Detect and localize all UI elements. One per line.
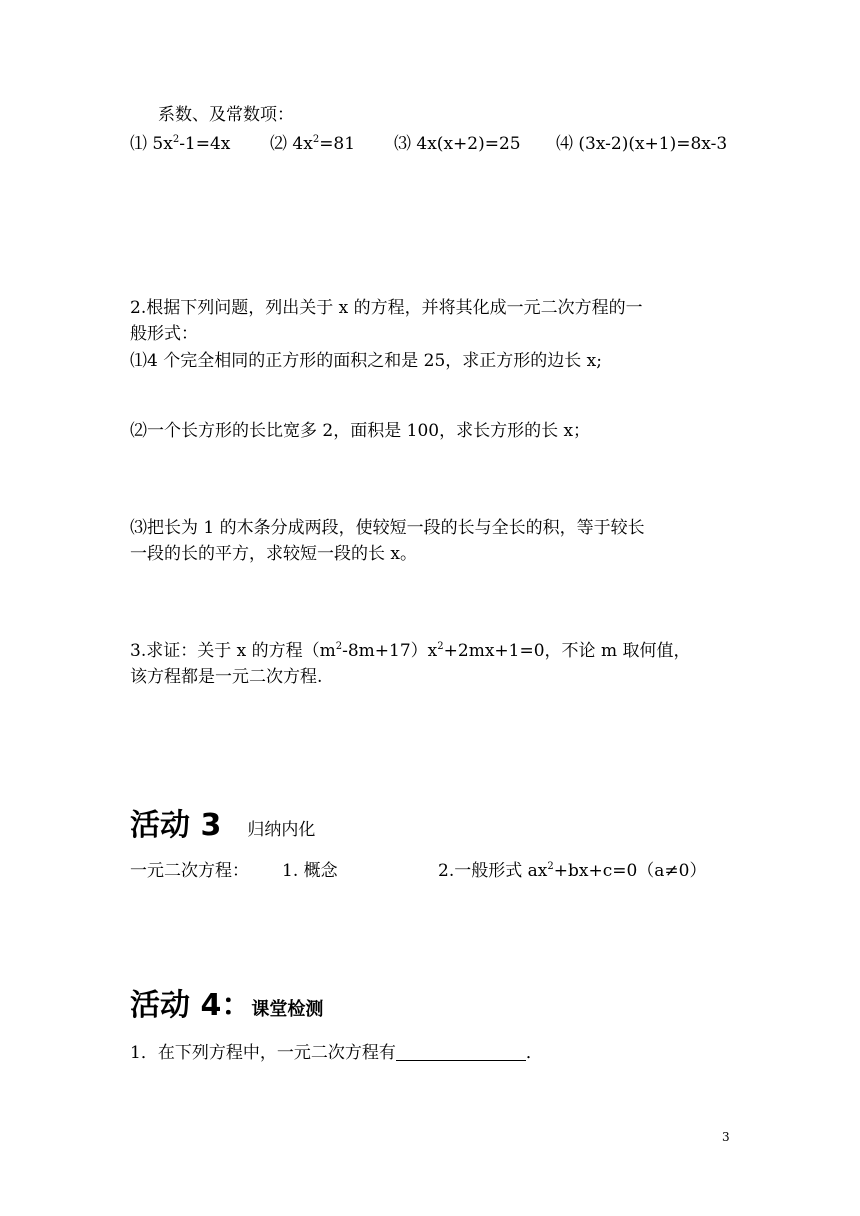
activity4-subtitle: 课堂检测: [251, 999, 324, 1020]
equation-1: ⑴ $5x^2-1=4x$: [130, 134, 231, 154]
answer-blank[interactable]: [396, 1042, 526, 1061]
activity4-heading: [130, 988, 323, 1028]
equation-4: ⑷ (3x-2)(x+1)=8x-3: [556, 134, 728, 154]
q2-item-3-line1: ⑶把长为 1 的木条分成两段，使较短一段的长与全长的积，等于较长: [130, 518, 645, 538]
activity3-concept-line: [130, 860, 750, 882]
q2-stem-line2: 般形式：: [130, 324, 198, 344]
q3-line1: 3.求证：关于 x 的方程$(m^2-8m+17)x^2+2mx+1=0$，不论 m 取何值，: [130, 641, 691, 661]
general-form: 2.一般形式 $ax^2+bx+c=0(a\ne 0)$: [438, 861, 707, 881]
q2-item-3-line2: 一段的长的平方，求较短一段的长 x。: [130, 544, 417, 564]
activity3-title: 活动 3: [130, 808, 222, 843]
q1-intro: 系数、及常数项：: [158, 105, 294, 125]
activity4-q1: 1．在下列方程中，一元二次方程有 ．: [130, 1043, 543, 1063]
page-number: 3: [722, 1130, 730, 1144]
q2-stem-line1: 2.根据下列问题，列出关于 x 的方程，并将其化成一元二次方程的一: [130, 298, 643, 318]
q2-item-1: ⑴4 个完全相同的正方形的面积之和是 25，求正方形的边长 x;: [130, 351, 602, 371]
activity4-title: 活动 4：: [130, 988, 252, 1023]
concept-item: 1. 概念: [282, 861, 338, 881]
q2-item-2: ⑵一个长方形的长比宽多 2，面积是 100，求长方形的长 x；: [130, 421, 591, 441]
equation-3: ⑶ 4x(x+2)=25: [394, 134, 521, 154]
equation-2: ⑵ $4x^2=81$: [270, 134, 356, 154]
activity3-heading: [130, 808, 315, 848]
activity3-subtitle: 归纳内化: [247, 820, 316, 840]
q3-line2: 该方程都是一元二次方程.: [130, 667, 323, 687]
concept-label: 一元二次方程：: [130, 861, 249, 881]
